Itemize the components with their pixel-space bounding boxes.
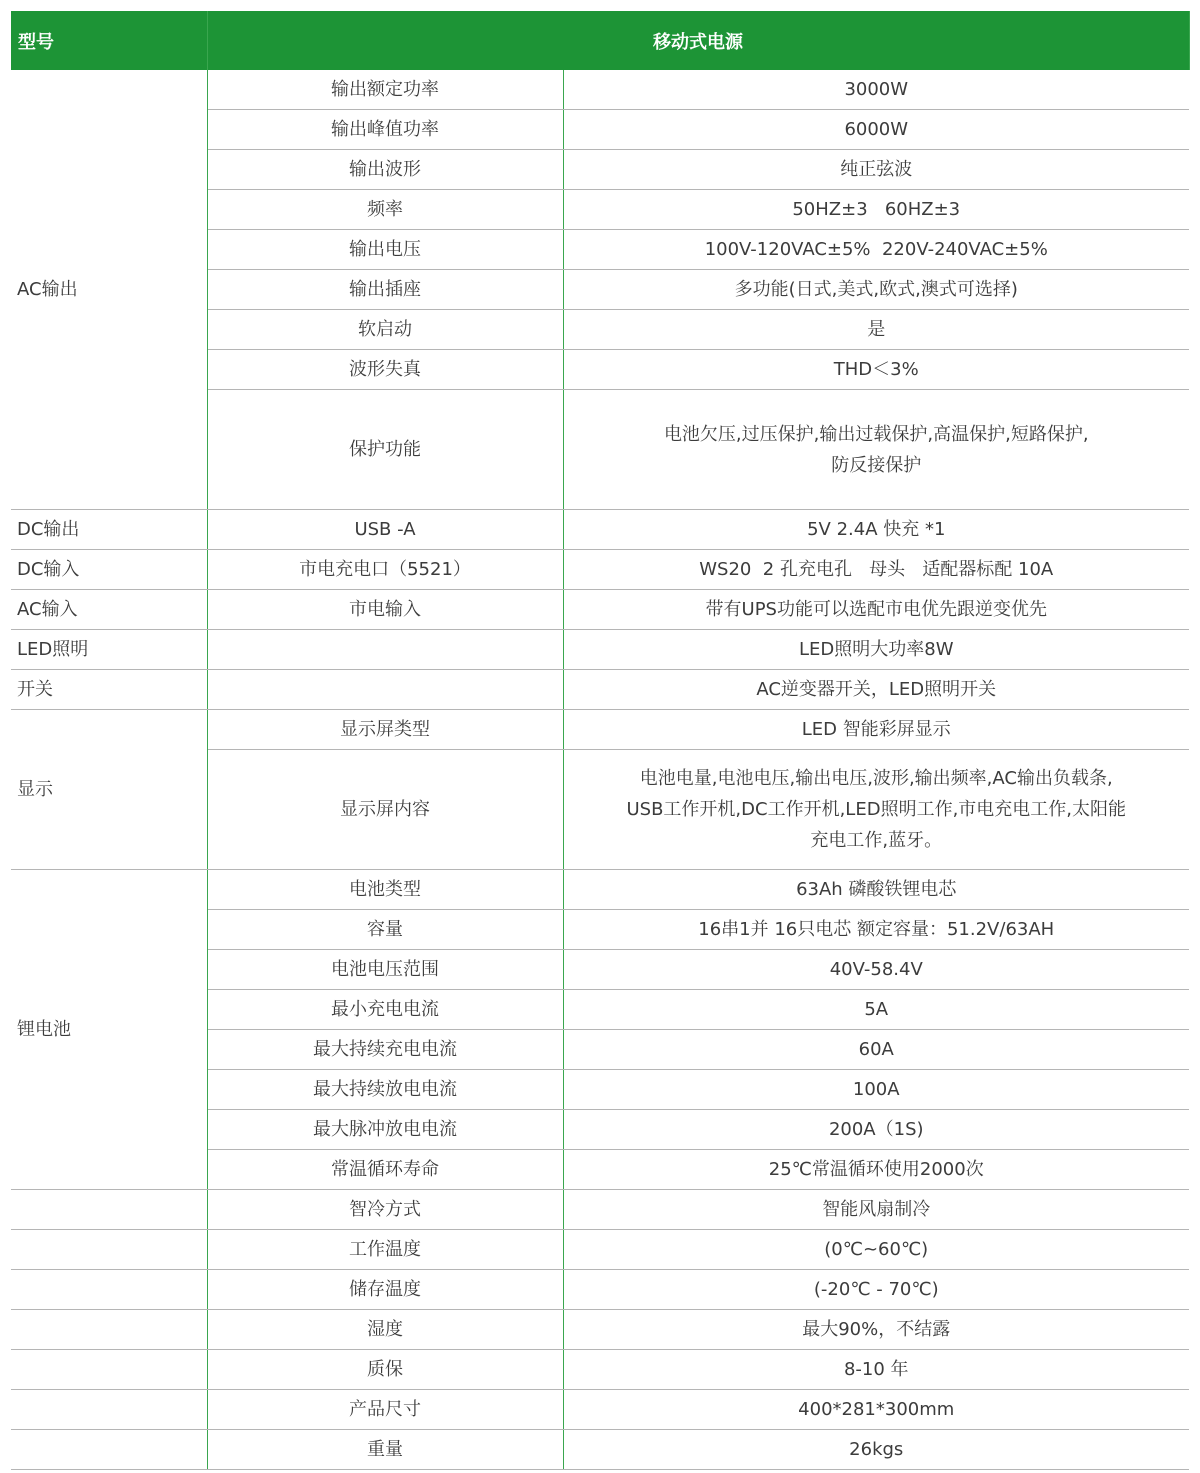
spec-item: 智冷方式 [207,1190,563,1230]
spec-item: 产品尺寸 [207,1390,563,1430]
product-type-header: 移动式电源 [207,11,1189,70]
spec-value: THD＜3% [563,350,1189,390]
group-empty [11,1310,207,1350]
spec-item: 最小充电电流 [207,990,563,1030]
spec-item: 显示屏内容 [207,750,563,870]
spec-value: 5A [563,990,1189,1030]
table-row [11,550,1189,590]
spec-value: WS20 2 孔充电孔 母头 适配器标配 10A [563,550,1189,590]
spec-value: (0℃~60℃) [563,1230,1189,1270]
spec-item: 输出额定功率 [207,70,563,110]
table-row [11,590,1189,630]
spec-item: 湿度 [207,1310,563,1350]
spec-value: 多功能(日式,美式,欧式,澳式可选择) [563,270,1189,310]
spec-item [207,630,563,670]
spec-value: 是 [563,310,1189,350]
table-row [11,1270,1189,1310]
spec-value-line: USB工作开机,DC工作开机,LED照明工作,市电充电工作,太阳能 [626,799,1127,820]
spec-value: LED照明大功率8W [563,630,1189,670]
table-row [11,630,1189,670]
spec-value: 26kgs [563,1430,1189,1470]
table-header-row [11,11,1189,70]
spec-value [563,390,1189,510]
spec-item: 输出峰值功率 [207,110,563,150]
spec-value: 400*281*300mm [563,1390,1189,1430]
spec-table [11,11,1190,1470]
spec-sheet [11,11,1189,1470]
spec-value: 100V-120VAC±5% 220V-240VAC±5% [563,230,1189,270]
spec-item: 电池电压范围 [207,950,563,990]
group-dc-output: DC输出 [11,510,207,550]
table-row [11,1430,1189,1470]
spec-item: 最大脉冲放电电流 [207,1110,563,1150]
spec-item: 显示屏类型 [207,710,563,750]
table-row [11,1390,1189,1430]
spec-item: USB -A [207,510,563,550]
spec-value: 3000W [563,70,1189,110]
spec-item: 频率 [207,190,563,230]
group-dc-input: DC输入 [11,550,207,590]
spec-item: 最大持续放电电流 [207,1070,563,1110]
spec-value: 50HZ±3 60HZ±3 [563,190,1189,230]
spec-item: 电池类型 [207,870,563,910]
table-row [11,1230,1189,1270]
spec-value: 200A（1S) [563,1110,1189,1150]
spec-value: 纯正弦波 [563,150,1189,190]
spec-item: 输出波形 [207,150,563,190]
spec-value [563,750,1189,870]
spec-value-line: 充电工作,蓝牙。 [810,830,943,851]
group-empty [11,1230,207,1270]
spec-item: 储存温度 [207,1270,563,1310]
table-row [11,70,1189,110]
spec-item: 容量 [207,910,563,950]
spec-value: 40V-58.4V [563,950,1189,990]
spec-item: 波形失真 [207,350,563,390]
group-empty [11,1190,207,1230]
table-row [11,1350,1189,1390]
spec-value: (-20℃ - 70℃) [563,1270,1189,1310]
spec-item: 最大持续充电电流 [207,1030,563,1070]
spec-item: 工作温度 [207,1230,563,1270]
spec-value: AC逆变器开关，LED照明开关 [563,670,1189,710]
spec-value: LED 智能彩屏显示 [563,710,1189,750]
spec-item: 输出电压 [207,230,563,270]
spec-value-line: 电池电量,电池电压,输出电压,波形,输出频率,AC输出负载条, [639,768,1113,789]
spec-item: 输出插座 [207,270,563,310]
spec-value: 智能风扇制冷 [563,1190,1189,1230]
table-row [11,1190,1189,1230]
spec-item: 软启动 [207,310,563,350]
group-ac-input: AC输入 [11,590,207,630]
spec-item: 保护功能 [207,390,563,510]
model-label-header: 型号 [11,11,207,70]
group-display: 显示 [11,710,207,870]
spec-item: 市电输入 [207,590,563,630]
spec-value: 带有UPS功能可以选配市电优先跟逆变优先 [563,590,1189,630]
group-ac-output: AC输出 [11,70,207,510]
table-row [11,510,1189,550]
spec-value: 60A [563,1030,1189,1070]
table-row [11,870,1189,910]
spec-item: 质保 [207,1350,563,1390]
spec-value: 63Ah 磷酸铁锂电芯 [563,870,1189,910]
group-battery: 锂电池 [11,870,207,1190]
spec-item: 重量 [207,1430,563,1470]
spec-value: 6000W [563,110,1189,150]
spec-item: 市电充电口（5521） [207,550,563,590]
table-row [11,1310,1189,1350]
group-empty [11,1350,207,1390]
group-empty [11,1270,207,1310]
spec-value: 100A [563,1070,1189,1110]
group-switch: 开关 [11,670,207,710]
spec-item: 常温循环寿命 [207,1150,563,1190]
spec-item [207,670,563,710]
spec-value: 25℃常温循环使用2000次 [563,1150,1189,1190]
group-empty [11,1430,207,1470]
spec-value: 16串1并 16只电芯 额定容量：51.2V/63AH [563,910,1189,950]
group-empty [11,1390,207,1430]
group-led: LED照明 [11,630,207,670]
spec-value: 5V 2.4A 快充 *1 [563,510,1189,550]
spec-value: 8-10 年 [563,1350,1189,1390]
spec-value: 最大90%，不结露 [563,1310,1189,1350]
spec-value-line: 电池欠压,过压保护,输出过载保护,高温保护,短路保护, [663,423,1089,445]
table-row [11,710,1189,750]
table-row [11,670,1189,710]
spec-value-line: 防反接保护 [831,454,922,476]
